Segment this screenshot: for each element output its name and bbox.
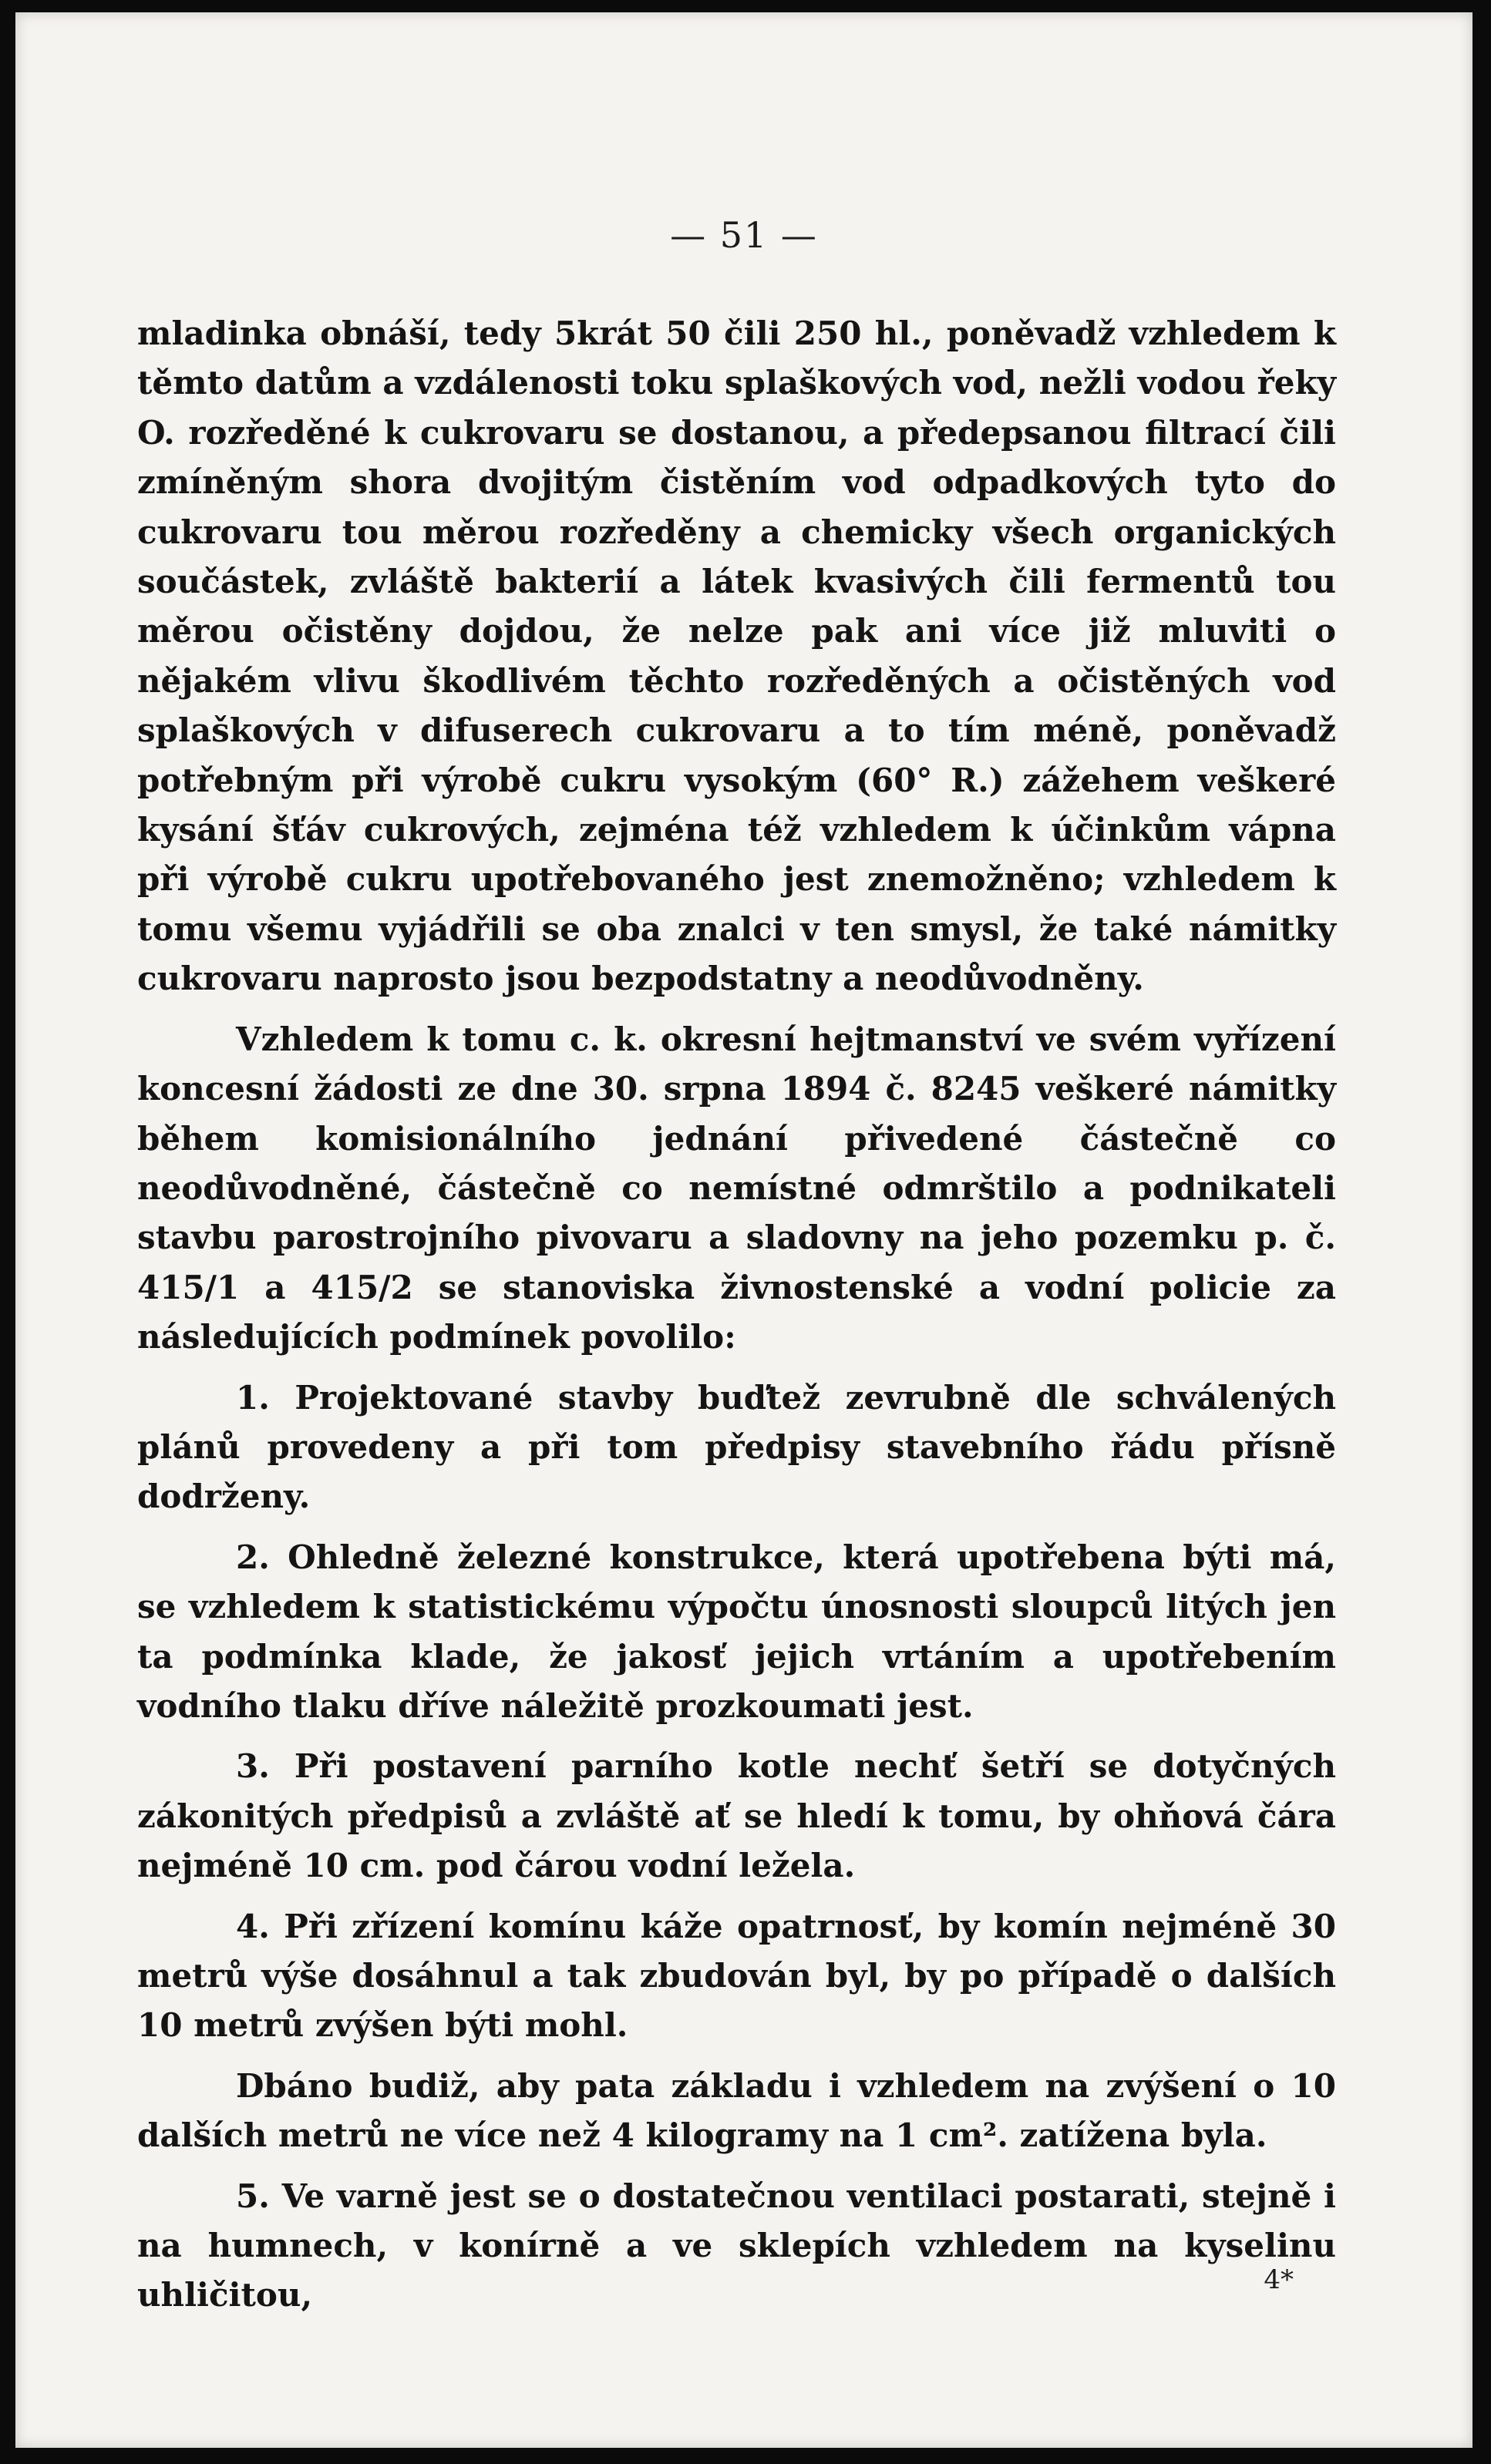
paragraph-condition-1: 1. Projektované stavby buďtež zevrubně dle schválených plánů provedeny a při tom předpisy stavebního řádu přísně dodrženy. bbox=[137, 1378, 1336, 1516]
paragraph-condition-2: 2. Ohledně železné konstrukce, která upotřebena býti má, se vzhledem k statistickému výpočtu únosnosti sloupců litých jen ta podmínka klade, že jakosť jejich vrtáním a upotřebením vodního tlaku dříve náležitě prozkoumati jest. bbox=[137, 1538, 1336, 1725]
paragraph-condition-3: 3. Při postavení parního kotle nechť šetří se dotyčných zákonitých předpisů a zvláště ať se hledí k tomu, by ohňová čára nejméně 10 cm. pod čárou vodní ležela. bbox=[137, 1747, 1336, 1885]
signature-mark: 4* bbox=[1264, 2264, 1294, 2295]
page-number: — 51 — bbox=[670, 214, 818, 256]
paragraph-condition-4: 4. Při zřízení komínu káže opatrnosť, by komín nejméně 30 metrů výše dosáhnul a tak zbudován byl, by po případě o dalších 10 metrů zvýšen býti mohl. bbox=[137, 1907, 1336, 2045]
paragraph-1: mladinka obnáší, tedy 5krát 50 čili 250 hl., poněvadž vzhledem k těmto datům a vzdálenosti toku splaškových vod, nežli vodou řeky O. rozředěné k cukrovaru se dostanou, a předepsanou filtrací čili zmíněným shora dvojitým čistěním vod odpadkových tyto do cukrovaru tou měrou rozředěny a chemicky všech organických součástek, zvláště bakterií a látek kvasivých čili fermentů tou měrou očistěny dojdou, že nelze pak ani více již mluviti o nějakém vlivu škodlivém těchto rozředěných a očistěných vod splaškových v difuserech cukrovaru a to tím méně, poněvadž potřebným při výrobě cukru vysokým (60° R.) zážehem veškeré kysání šťáv cukrových, zejména též vzhledem k účinkům vápna při výrobě cukru upotřebovaného jest znemožněno; vzhledem k tomu všemu vyjádřili se oba znalci v ten smysl, že také námitky cukrovaru naprosto jsou bezpodstatny a neodůvodněny. bbox=[137, 314, 1336, 998]
paragraph-foundation-note: Dbáno budiž, aby pata základu i vzhledem na zvýšení o 10 dalších metrů ne více než 4 kilogramy na 1 cm². zatížena byla. bbox=[137, 2066, 1336, 2155]
document-page bbox=[15, 12, 1472, 2448]
paragraph-2: Vzhledem k tomu c. k. okresní hejtmanství ve svém vyřízení koncesní žádosti ze dne 30. srpna 1894 č. 8245 veškeré námitky během komisionálního jednání přivedené částečně co neodůvodněné, částečně co nemístné odmrštilo a podnikateli stavbu parostrojního pivovaru a sladovny na jeho pozemku p. č. 415/1 a 415/2 se stanoviska živnostenské a vodní policie za následujících podmínek povolilo: bbox=[137, 1020, 1336, 1356]
body-text bbox=[137, 309, 1336, 2321]
paragraph-condition-5: 5. Ve varně jest se o dostatečnou ventilaci postarati, stejně i na humnech, v konírně a ve sklepích vzhledem na kyselinu uhličitou, bbox=[137, 2177, 1336, 2314]
